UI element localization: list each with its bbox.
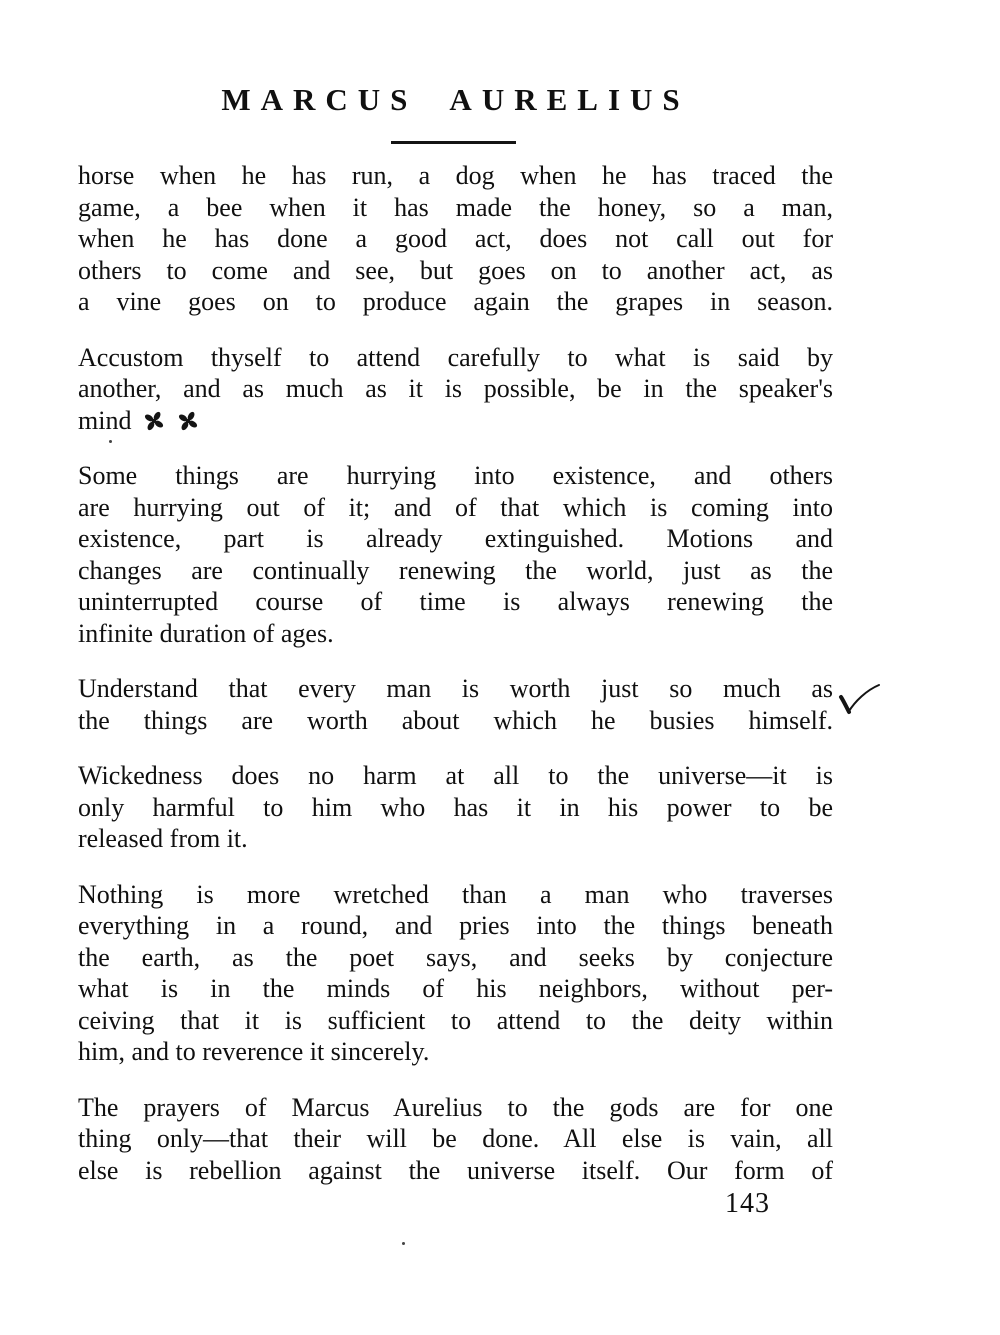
text-line: Understand that every man is worth just so much as bbox=[78, 674, 833, 703]
scan-speckle bbox=[109, 440, 112, 443]
fleuron-icon bbox=[143, 410, 165, 432]
text-line: another, and as much as it is possible, be in the speaker's bbox=[78, 374, 833, 403]
text-line: Wickedness does no harm at all to the universe—it is bbox=[78, 761, 833, 790]
title-rule bbox=[391, 141, 516, 144]
text-line: the earth, as the poet says, and seeks by conjecture bbox=[78, 942, 833, 972]
text-line: horse when he has run, a dog when he has traced the bbox=[78, 161, 833, 190]
fleuron-icon bbox=[177, 410, 199, 432]
text-line: Some things are hurrying into existence, and others bbox=[78, 461, 833, 490]
text-line: the things are worth about which he busies himself. bbox=[78, 705, 833, 735]
text-line: else is rebellion against the universe itself. Our form of bbox=[78, 1155, 833, 1185]
text-line: existence, part is already extinguished. Motions and bbox=[78, 524, 833, 553]
text-line: are hurrying out of it; and of that which is coming into bbox=[78, 492, 833, 522]
text-line: what is in the minds of his neighbors, without per- bbox=[78, 974, 833, 1003]
text-line: everything in a round, and pries into the things beneath bbox=[78, 911, 833, 940]
text-line: ceiving that it is sufficient to attend to the deity within bbox=[78, 1005, 833, 1035]
paragraph bbox=[78, 460, 833, 649]
text-line: mind bbox=[78, 405, 833, 437]
text-line: The prayers of Marcus Aurelius to the gods are for one bbox=[78, 1092, 833, 1122]
text-line: others to come and see, but goes on to another act, as bbox=[78, 255, 833, 285]
text-line: a vine goes on to produce again the grapes in season. bbox=[78, 287, 833, 316]
text-line: Nothing is more wretched than a man who traverses bbox=[78, 879, 833, 909]
text-line: Accustom thyself to attend carefully to what is said by bbox=[78, 342, 833, 372]
handwritten-checkmark-icon bbox=[836, 682, 882, 722]
text-line: thing only—that their will be done. All else is vain, all bbox=[78, 1124, 833, 1153]
scan-speckle bbox=[402, 1242, 405, 1245]
text-block bbox=[78, 160, 833, 1210]
paragraph bbox=[78, 879, 833, 1068]
text-line: uninterrupted course of time is always renewing the bbox=[78, 587, 833, 616]
page-number: 143 bbox=[725, 1188, 770, 1219]
text-line: changes are continually renewing the world, just as the bbox=[78, 555, 833, 585]
paragraph bbox=[78, 160, 833, 318]
text-line: released from it. bbox=[78, 824, 248, 853]
paragraph bbox=[78, 760, 833, 855]
paragraph bbox=[78, 342, 833, 437]
text-line: game, a bee when it has made the honey, so a man, bbox=[78, 192, 833, 222]
text-line: him, and to reverence it sincerely. bbox=[78, 1037, 430, 1066]
text-line: when he has done a good act, does not call out for bbox=[78, 224, 833, 253]
page-title: MARCUS AURELIUS bbox=[221, 82, 690, 117]
text-line: only harmful to him who has it in his power to be bbox=[78, 792, 833, 822]
text-line: infinite duration of ages. bbox=[78, 618, 334, 648]
paragraph bbox=[78, 1092, 833, 1187]
paragraph bbox=[78, 673, 833, 736]
